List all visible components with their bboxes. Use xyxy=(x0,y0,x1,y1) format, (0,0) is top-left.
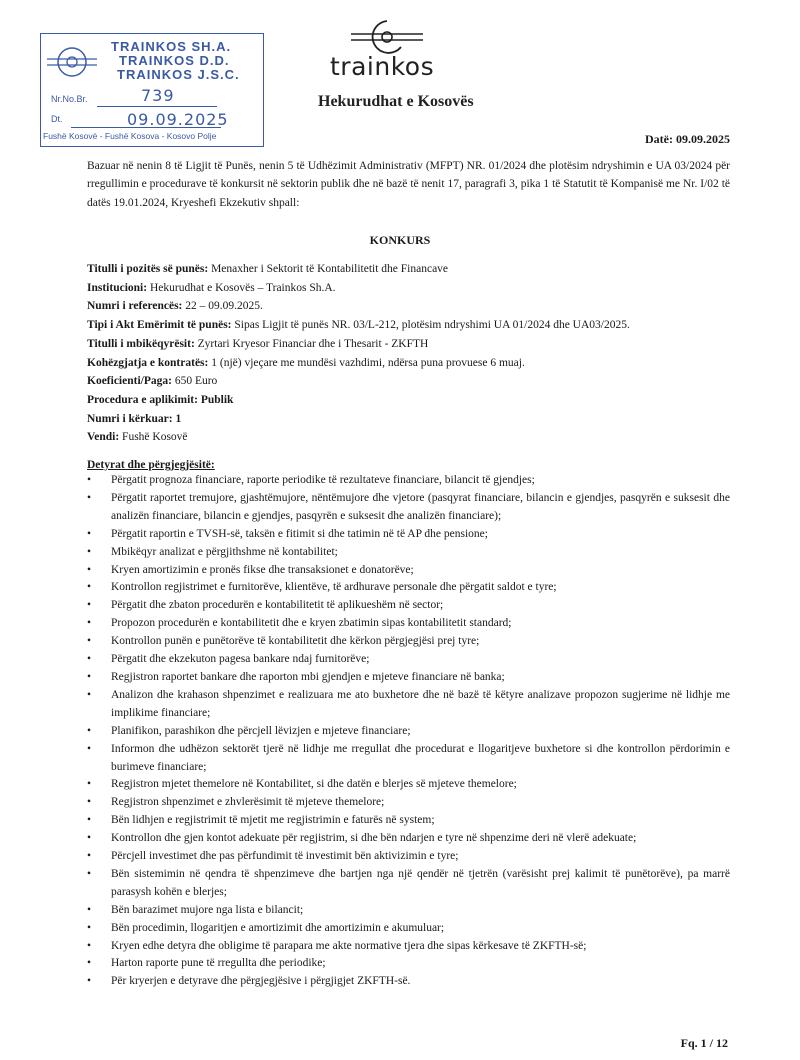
bullet-icon: • xyxy=(87,903,92,916)
stamp-line-3: TRAINKOS J.S.C. xyxy=(117,67,240,82)
duty-text: Për kryerjen e detyrave dhe përgjegjësive i përgjigjet ZKFTH-së. xyxy=(111,975,411,988)
field-label: Kohëzgjatja e kontratës: xyxy=(87,356,209,369)
duty-text: Kontrollon regjistrimet e furnitorëve, klientëve, të ardhurave personale dhe përgatit saldot e tyre; xyxy=(111,581,557,594)
duty-text: Propozon procedurën e kontabilitetit dhe e kryen zbatimin sipas kontabilitetit standard; xyxy=(111,617,512,630)
field-row xyxy=(87,297,767,316)
duty-text: Përgatit dhe zbaton procedurën e kontabilitetit të aplikueshëm në sector; xyxy=(111,599,444,612)
list-item xyxy=(87,866,730,902)
list-item xyxy=(87,902,730,920)
stamp-footer: Fushë Kosovë - Fushë Kosova - Kosovo Polje xyxy=(43,131,217,141)
stamp-nr-label: Nr.No.Br. xyxy=(51,94,88,104)
field-label: Vendi: xyxy=(87,431,120,444)
stamp-company-names xyxy=(111,40,240,82)
bullet-icon: • xyxy=(87,778,92,791)
list-item xyxy=(87,794,730,812)
bullet-icon: • xyxy=(87,653,92,666)
field-label: Numri i referencës: xyxy=(87,300,183,313)
position-details xyxy=(87,260,767,447)
field-label: Tipi i Akt Emërimit të punës: xyxy=(87,319,232,332)
bullet-icon: • xyxy=(87,975,92,988)
document-date: Datë: 09.09.2025 xyxy=(645,132,730,146)
bullet-icon: • xyxy=(87,724,92,737)
field-row xyxy=(87,260,767,279)
bullet-icon: • xyxy=(87,617,92,630)
field-row xyxy=(87,354,767,373)
bullet-icon: • xyxy=(87,599,92,612)
duty-text: Përgatit prognoza financiare, raporte periodike të rezultateve financiare, bilancit të gjendjes; xyxy=(111,474,535,486)
list-item xyxy=(87,562,730,580)
duty-text: Analizon dhe krahason shpenzimet e realizuara me ato buxhetore dhe në bazë të këtyre analizave propozon sugjerime në lidhje me implikime financiare; xyxy=(111,688,730,719)
list-item xyxy=(87,597,730,615)
duty-text: Harton raporte pune të rregullta dhe periodike; xyxy=(111,957,326,970)
duty-text: Bën sistemimin në qendra të shpenzimeve dhe bartjen nga një qendër në tjetrën (varësisht prej kalimit të punëtorëve), pa marrë parasysh kohën e blerjes; xyxy=(111,867,730,898)
list-item xyxy=(87,615,730,633)
field-value: Fushë Kosovë xyxy=(119,431,188,444)
duty-text: Regjistron shpenzimet e zhvlerësimit të mjeteve themelore; xyxy=(111,796,385,809)
duty-text: Kryen amortizimin e pronës fikse dhe transaksionet e donatorëve; xyxy=(111,563,414,576)
field-label: Institucioni: xyxy=(87,281,148,294)
list-item xyxy=(87,526,730,544)
duty-text: Bën lidhjen e regjistrimit të mjetit me regjistrimin e faturës në system; xyxy=(111,814,435,827)
bullet-icon: • xyxy=(87,796,92,809)
duty-text: Planifikon, parashikon dhe përcjell lëvizjen e mjeteve financiare; xyxy=(111,724,411,737)
duty-text: Regjistron raportet bankare dhe raporton mbi gjendjen e mjeteve financiare në banka; xyxy=(111,670,505,683)
bullet-icon: • xyxy=(87,867,92,880)
bullet-icon: • xyxy=(87,563,92,576)
stamp-nr-underline xyxy=(97,106,217,107)
field-value: 22 – 09.09.2025. xyxy=(182,300,263,313)
field-row xyxy=(87,279,767,298)
field-row xyxy=(87,316,767,335)
duty-text: Bën barazimet mujore nga lista e bilancit; xyxy=(111,903,304,916)
bullet-icon: • xyxy=(87,670,92,683)
bullet-icon: • xyxy=(87,491,92,504)
field-row xyxy=(87,410,767,429)
bullet-icon: • xyxy=(87,742,92,755)
duty-text: Përgatit raportin e TVSH-së, taksën e fitimit si dhe tatimin në të AP dhe pensione; xyxy=(111,527,488,540)
field-row xyxy=(87,428,767,447)
intro-paragraph: Bazuar në nenin 8 të Ligjit të Punës, nenin 5 të Udhëzimit Administrativ (MFPT) NR. 01/2024 dhe plotësim ndryshimin e UA 03/2024 për rregullimin e procedurave të konkursit në sektorin publik dhe në bazë të nenit 17, paragrafi 3, pika 1 të Statutit të Kompanisë me Nr. I/02 të datës 19.01.2024, Kryeshefi Ekzekutiv shpall: xyxy=(87,160,730,209)
list-item xyxy=(87,920,730,938)
list-item xyxy=(87,723,730,741)
list-item xyxy=(87,938,730,956)
duty-text: Kryen edhe detyra dhe obligime të parapara me akte normative tjera dhe sipas kërkesave të ZKFTH-së; xyxy=(111,939,587,952)
bullet-icon: • xyxy=(87,814,92,827)
field-label: Titulli i pozitës së punës: xyxy=(87,263,209,275)
duty-text: Mbikëqyr analizat e përgjithshme në kontabilitet; xyxy=(111,545,338,558)
bullet-icon: • xyxy=(87,957,92,970)
duty-text: Regjistron mjetet themelore në Kontabilitet, si dhe datën e blerjes së mjeteve themelore; xyxy=(111,778,517,791)
duty-text: Përcjell investimet dhe pas përfundimit të investimit bën aktivizimin e tyre; xyxy=(111,850,459,863)
duties-list xyxy=(87,472,730,991)
list-item xyxy=(87,579,730,597)
field-label: Procedura e aplikimit: Publik xyxy=(87,393,234,406)
bullet-icon: • xyxy=(87,832,92,845)
list-item xyxy=(87,687,730,723)
bullet-icon: • xyxy=(87,474,92,486)
bullet-icon: • xyxy=(87,545,92,558)
organization-name: Hekurudhat e Kosovës xyxy=(318,93,474,110)
field-label: Numri i kërkuar: 1 xyxy=(87,412,182,425)
stamp-dt-label: Dt. xyxy=(51,114,63,124)
registration-stamp xyxy=(40,33,264,147)
bullet-icon: • xyxy=(87,939,92,952)
field-value: 1 (një) vjeçare me mundësi vazhdimi, ndërsa puna provuese 6 muaj. xyxy=(208,356,525,369)
duty-text: Përgatit dhe ekzekuton pagesa bankare ndaj furnitorëve; xyxy=(111,653,370,666)
duties-heading: Detyrat dhe përgjegjësitë: xyxy=(87,459,215,471)
list-item xyxy=(87,669,730,687)
trainkos-seal-icon xyxy=(45,40,99,84)
list-item xyxy=(87,741,730,777)
list-item xyxy=(87,544,730,562)
field-value: Zyrtari Kryesor Financiar dhe i Thesarit - ZKFTH xyxy=(194,337,429,350)
field-value: Sipas Ligjit të punës NR. 03/L-212, plotësim ndryshimi UA 01/2024 dhe UA03/2025. xyxy=(231,319,630,332)
document-title: KONKURS xyxy=(369,233,431,247)
duty-text: Kontrollon punën e punëtorëve të kontabilitetit dhe kërkon përgjegjësi prej tyre; xyxy=(111,635,480,648)
field-value: 650 Euro xyxy=(171,375,218,388)
list-item xyxy=(87,955,730,973)
bullet-icon: • xyxy=(87,850,92,863)
bullet-icon: • xyxy=(87,527,92,540)
field-row xyxy=(87,391,767,410)
field-row xyxy=(87,335,767,354)
duty-text: Bën procedimin, llogaritjen e amortizimit dhe amortizimin e akumuluar; xyxy=(111,921,445,934)
field-row xyxy=(87,372,767,391)
list-item xyxy=(87,812,730,830)
logo-wordmark: trainkos xyxy=(330,52,435,81)
list-item xyxy=(87,651,730,669)
list-item xyxy=(87,830,730,848)
list-item xyxy=(87,633,730,651)
bullet-icon: • xyxy=(87,921,92,934)
page-number: Fq. 1 / 12 xyxy=(680,1036,728,1050)
list-item xyxy=(87,472,730,490)
duty-text: Informon dhe udhëzon sektorët tjerë në lidhje me rregullat dhe procedurat e llogaritjeve buxhetore si dhe kontrollon përdorimin e burimeve financiare; xyxy=(111,742,730,773)
bullet-icon: • xyxy=(87,688,92,701)
field-label: Titulli i mbikëqyrësit: xyxy=(87,337,195,350)
stamp-line-2: TRAINKOS D.D. xyxy=(119,53,230,68)
stamp-dt-value: 09.09.2025 xyxy=(127,110,229,129)
stamp-nr-value: 739 xyxy=(141,86,175,105)
duty-text: Përgatit raportet tremujore, gjashtëmujore, nëntëmujore dhe vjetore (pasqyrat financiare, bilancin e gjendjes, pasqyrën e suksesit dhe analizën financiare, bilancin e gjendjes, pasqyrën e suksesit dhe analizën financiare); xyxy=(111,491,730,522)
field-value: Menaxher i Sektorit të Kontabilitetit dhe Financave xyxy=(208,263,449,275)
list-item xyxy=(87,973,730,991)
bullet-icon: • xyxy=(87,635,92,648)
list-item xyxy=(87,848,730,866)
list-item xyxy=(87,490,730,526)
bullet-icon: • xyxy=(87,581,92,594)
duty-text: Kontrollon dhe gjen kontot adekuate për regjistrim, si dhe bën ndarjen e tyre në shpenzime deri në vlerë adekuate; xyxy=(111,832,637,845)
stamp-line-1: TRAINKOS SH.A. xyxy=(111,39,232,54)
field-value: Hekurudhat e Kosovës – Trainkos Sh.A. xyxy=(147,281,336,294)
list-item xyxy=(87,776,730,794)
trainkos-logo-icon xyxy=(347,17,427,57)
field-label: Koeficienti/Paga: xyxy=(87,375,172,388)
